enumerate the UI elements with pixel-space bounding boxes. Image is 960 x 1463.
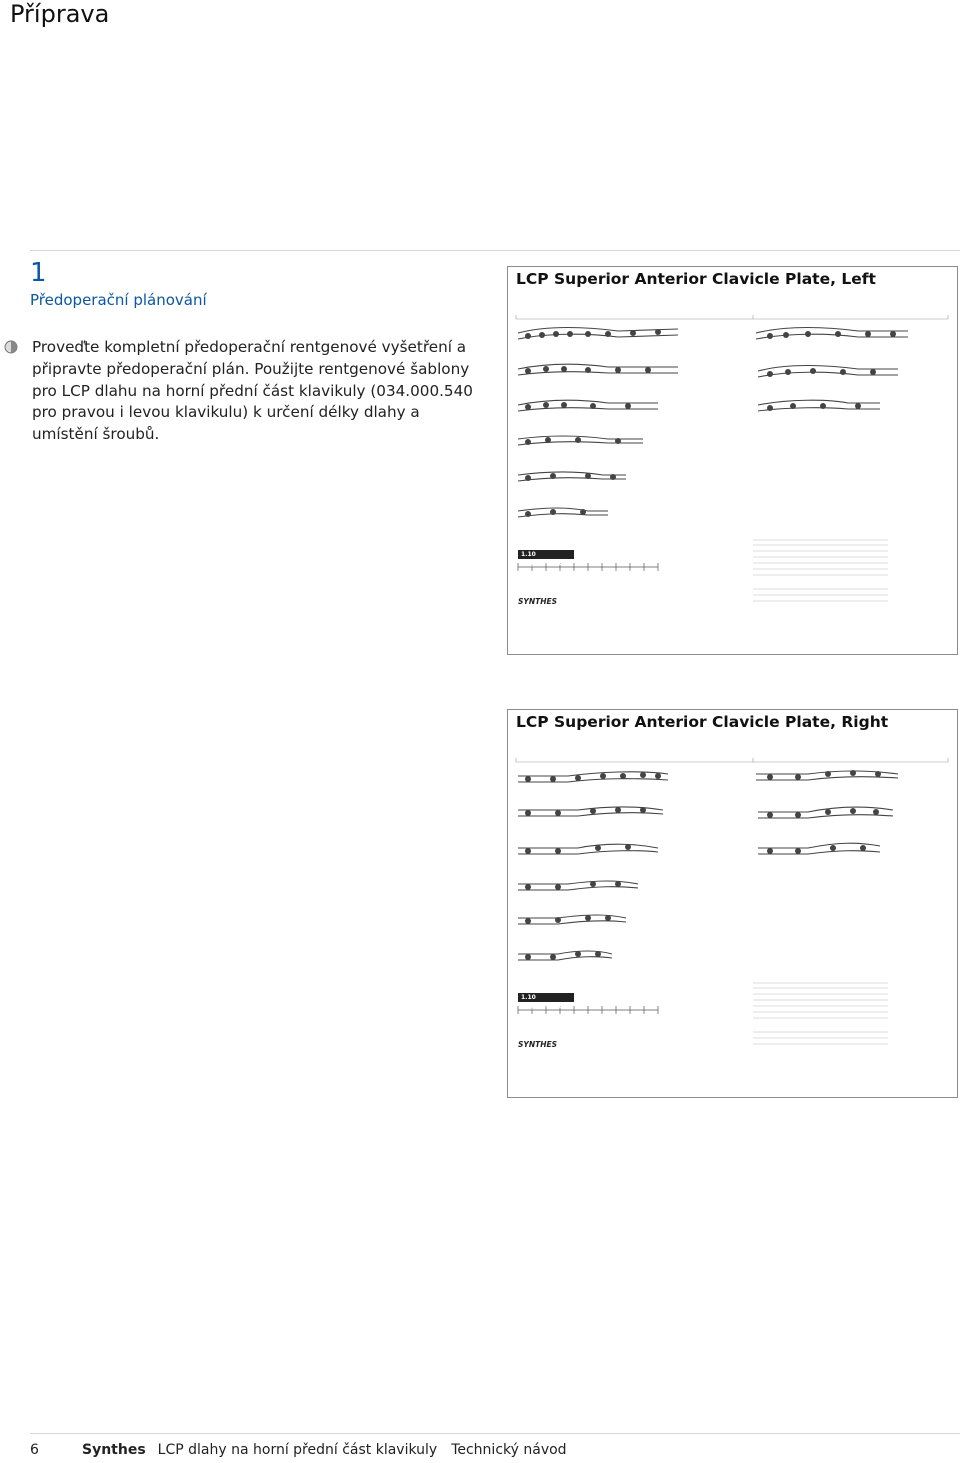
section-divider	[30, 250, 960, 251]
magnification-label: 1.10 Magnification	[518, 550, 574, 559]
footer-divider	[30, 1433, 960, 1434]
template-title: LCP Superior Anterior Clavicle Plate, Right	[516, 713, 889, 731]
footer-product: LCP dlahy na horní přední část klavikuly	[157, 1442, 438, 1458]
page-number: 6	[30, 1442, 39, 1458]
info-icon	[4, 340, 18, 354]
xray-template-left	[507, 266, 958, 655]
step-number: 1	[30, 258, 47, 288]
step-body-text: Proveďte kompletní předoperační rentgenové vyšetření a připravte předoperační plán. Použijte rentgenové šablony pro LCP dlahu na horní přední část klavikuly (034.000.540 pro pravou i levou klavikulu) k určení délky dlahy a umístění šroubů.	[32, 338, 473, 444]
template-drawing	[508, 710, 958, 1098]
magnification-label: 1.10 Magnification	[518, 993, 574, 1002]
template-brand-logo: SYNTHES	[518, 1040, 558, 1049]
step-heading: Předoperační plánování	[30, 291, 207, 309]
footer-brand: Synthes	[82, 1442, 146, 1458]
template-drawing	[508, 267, 958, 655]
page-title: Příprava	[10, 0, 110, 28]
footer-doc-type: Technický návod	[451, 1442, 567, 1458]
xray-template-right	[507, 709, 958, 1098]
template-brand-logo: SYNTHES	[518, 597, 558, 606]
page-footer	[30, 1442, 567, 1458]
template-title: LCP Superior Anterior Clavicle Plate, Left	[516, 270, 876, 288]
